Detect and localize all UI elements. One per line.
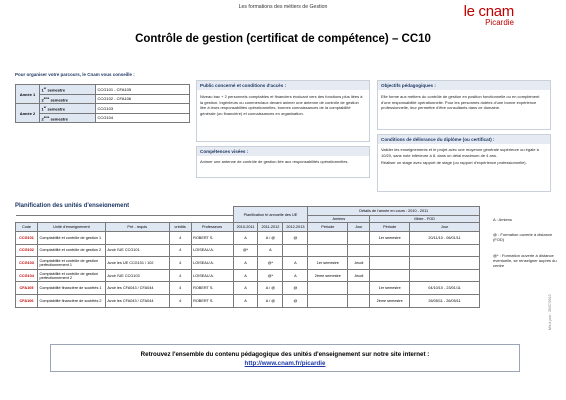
- logo-main: le cnam: [463, 3, 514, 20]
- header-subtitle: Les formations des métiers de Gestion: [238, 4, 328, 10]
- cell-prereq: Avoir les CFA043 / CFA044: [105, 282, 169, 295]
- cell-ue: Comptabilité et contrôle de gestion perfectionnement 2: [37, 269, 105, 282]
- head-amiens: Amiens: [308, 216, 370, 223]
- col-header: Professeurs: [191, 223, 233, 232]
- col-header: Période: [308, 223, 348, 232]
- cell-y1: A: [233, 269, 258, 282]
- cell-y3: @: [283, 294, 308, 307]
- competences-text: Animer une antenne de contrôle de gestion liée aux responsabilités opérationnelles.: [200, 159, 349, 164]
- cell-y2: A / @: [258, 282, 283, 295]
- cell-prof: ROBERT S.: [191, 282, 233, 295]
- delivrance-box: [377, 134, 551, 192]
- legend-fod: @ : Formation ouverte à distance (FOD): [493, 232, 553, 243]
- cell-j2: [410, 257, 480, 270]
- cell-y3: A: [283, 257, 308, 270]
- cell-j1: [348, 294, 370, 307]
- codes-cell: CCG103: [96, 104, 190, 114]
- cell-prereq: [105, 232, 169, 245]
- table-header-row: [16, 223, 480, 232]
- cnam-logo: [464, 3, 514, 27]
- cell-y2: A: [258, 244, 283, 257]
- delivrance-text-1: Valider les enseignements et le projet avec une moyenne générale supérieure ou égale à 10/20, sans note inférieure à 8, dans un délai maximum de 4 ans.: [381, 147, 539, 158]
- table-row: [16, 113, 190, 123]
- cell-y1: A: [233, 282, 258, 295]
- cell-y2: A / @: [258, 294, 283, 307]
- semester-cell: 1er semestre: [40, 85, 96, 95]
- annee-cell: Année 1: [16, 85, 40, 104]
- public-title: Public concerné et conditions d'accès :: [197, 81, 369, 90]
- cell-code: CCG103: [16, 257, 38, 270]
- cell-j2: 20/11/10 - 06/01/11: [410, 232, 480, 245]
- cell-credits: 4: [169, 257, 191, 270]
- legend-amiens: A : Amiens: [493, 217, 512, 222]
- cell-y1: @*: [233, 244, 258, 257]
- table-row: [16, 244, 480, 257]
- head-planif: Planification tri annuelle des UE: [233, 207, 308, 223]
- col-header: 2012-2013: [283, 223, 308, 232]
- semester-cell: 2ème semestre: [40, 94, 96, 104]
- table-header-row: [16, 207, 480, 216]
- conseil-text: Pour organiser votre parcours, le Cnam vous conseille :: [15, 72, 135, 77]
- cell-prereq: Avoir les UE CCG101 / 102: [105, 257, 169, 270]
- col-header: Code: [16, 223, 38, 232]
- head-fod: Mixte - FOD: [370, 216, 480, 223]
- cell-y3: A: [283, 269, 308, 282]
- competences-box: [196, 146, 370, 178]
- col-header: crédits: [169, 223, 191, 232]
- planif-table: [15, 206, 480, 308]
- cell-credits: 4: [169, 244, 191, 257]
- cell-ue: Comptabilité et contrôle de gestion perfectionnement 1: [37, 257, 105, 270]
- cell-y2: @*: [258, 257, 283, 270]
- side-note: Mis à jour : 25/07/2010: [548, 294, 552, 330]
- legend-fod-eventuelle: @* : Formation ouverte à distance éventuelle, se renseigner auprès du centre: [493, 253, 557, 269]
- cell-prof: LOISEAU A.: [191, 257, 233, 270]
- cell-p1: 1er semestre: [308, 257, 348, 270]
- footer-link[interactable]: http://www.cnam.fr/picardie: [244, 360, 326, 367]
- col-header: Période: [370, 223, 410, 232]
- cell-prof: LOISEAU A.: [191, 269, 233, 282]
- cell-p2: 1er semestre: [370, 282, 410, 295]
- cell-j1: [348, 244, 370, 257]
- cell-p2: [370, 269, 410, 282]
- cell-ue: Comptabilité financière de sociétés 2: [37, 294, 105, 307]
- cell-ue: Comptabilité financière de sociétés 1: [37, 282, 105, 295]
- delivrance-text-2: Réaliser un stage avec rapport de stage (ou rapport d'expérience professionnelle).: [381, 160, 527, 166]
- objectifs-title: Objectifs pédagogiques :: [378, 81, 550, 90]
- codes-cell: CCG104: [96, 113, 190, 123]
- table-row: [16, 269, 480, 282]
- cell-j2: 04/10/10 - 23/01/11: [410, 282, 480, 295]
- cell-credits: 4: [169, 232, 191, 245]
- cell-y3: [283, 244, 308, 257]
- footer-text: Retrouvez l'ensemble du contenu pédagogique des unités d'enseignement sur notre site internet :: [140, 351, 430, 358]
- cell-code: CFA105: [16, 282, 38, 295]
- cell-code: CCG102: [16, 244, 38, 257]
- table-row: [16, 104, 190, 114]
- table-row: [16, 85, 190, 95]
- cell-j1: [348, 232, 370, 245]
- cell-prof: ROBERT S.: [191, 294, 233, 307]
- cell-p2: 2ème semestre: [370, 294, 410, 307]
- cell-j2: [410, 244, 480, 257]
- cell-prereq: Avoir les CFA043 / CFA044: [105, 294, 169, 307]
- cell-p1: [308, 282, 348, 295]
- cell-j2: [410, 269, 480, 282]
- cell-prereq: Avoir l'UE CCG101: [105, 244, 169, 257]
- objectifs-text: Elle forme aux métiers du contrôle de gestion en position fonctionnelle ou en complément d'une responsabilité opérationnelle. Pour les personnes dotées d'une bonne expérience professionnelle, leur permettre d'être consultants dans ce domaine.: [381, 94, 540, 111]
- public-text: Niveau bac + 2 personnels comptables et financiers évoluant vers des fonctions plus liées à la gestion. Ingénieurs ou commerciaux devant animer une antenne de contrôle de gestion liée à leurs responsabilités opérationnelles, bonnes connaissances de la comptabilité générale (ou financière) et connaissances en organisation.: [200, 94, 363, 116]
- cell-ue: Comptabilité et contrôle de gestion 1: [37, 232, 105, 245]
- cell-prof: LOISEAU A.: [191, 244, 233, 257]
- col-header: 2010-2011: [233, 223, 258, 232]
- cell-prereq: Avoir l'UE CCG103: [105, 269, 169, 282]
- semester-cell: 2ème semestre: [40, 113, 96, 123]
- codes-cell: CCG102 - CFA106: [96, 94, 190, 104]
- cell-y1: A: [233, 257, 258, 270]
- cell-y2: A / @: [258, 232, 283, 245]
- table-row: [16, 282, 480, 295]
- cell-code: CCG101: [16, 232, 38, 245]
- col-header: Jour: [348, 223, 370, 232]
- cell-y1: A: [233, 232, 258, 245]
- cell-credits: 4: [169, 269, 191, 282]
- col-header: Jour: [410, 223, 480, 232]
- cell-p1: 2ème semestre: [308, 269, 348, 282]
- col-header: Pré - requis: [105, 223, 169, 232]
- cell-p1: [308, 244, 348, 257]
- cell-y1: A: [233, 294, 258, 307]
- public-box: [196, 80, 370, 142]
- footer-box: [50, 344, 520, 372]
- semester-cell: 1er semestre: [40, 104, 96, 114]
- semester-table: [15, 84, 190, 123]
- col-header: Unité d'enseignement: [37, 223, 105, 232]
- table-row: [16, 257, 480, 270]
- objectifs-box: [377, 80, 551, 130]
- cell-p1: [308, 232, 348, 245]
- cell-prof: ROBERT S.: [191, 232, 233, 245]
- cell-credits: 4: [169, 294, 191, 307]
- cell-j1: Jeudi: [348, 269, 370, 282]
- head-details: Détails de l'année en cours : 2010 - 2011: [308, 207, 480, 216]
- cell-ue: Comptabilité et contrôle de gestion 2: [37, 244, 105, 257]
- cell-y3: @: [283, 282, 308, 295]
- cell-y3: @: [283, 232, 308, 245]
- cell-p1: [308, 294, 348, 307]
- cell-p2: 1er semestre: [370, 232, 410, 245]
- cell-code: CFA106: [16, 294, 38, 307]
- cell-code: CCG104: [16, 269, 38, 282]
- codes-cell: CCG101 - CFA105: [96, 85, 190, 95]
- delivrance-title: Conditions de délivrance du diplôme (ou certificat) :: [378, 135, 550, 144]
- cell-j1: [348, 282, 370, 295]
- cell-j1: Jeudi: [348, 257, 370, 270]
- table-row: [16, 232, 480, 245]
- cell-credits: 4: [169, 282, 191, 295]
- col-header: 2011-2012: [258, 223, 283, 232]
- table-row: [16, 94, 190, 104]
- logo-sub: Picardie: [485, 18, 514, 27]
- table-row: [16, 294, 480, 307]
- competences-title: Compétences visées :: [197, 147, 369, 156]
- cell-j2: 26/05/11 - 26/05/11: [410, 294, 480, 307]
- cell-p2: [370, 244, 410, 257]
- cell-p2: [370, 257, 410, 270]
- annee-cell: Année 2: [16, 104, 40, 123]
- cell-y2: @*: [258, 269, 283, 282]
- page-title: Contrôle de gestion (certificat de compétence) – CC10: [135, 33, 431, 45]
